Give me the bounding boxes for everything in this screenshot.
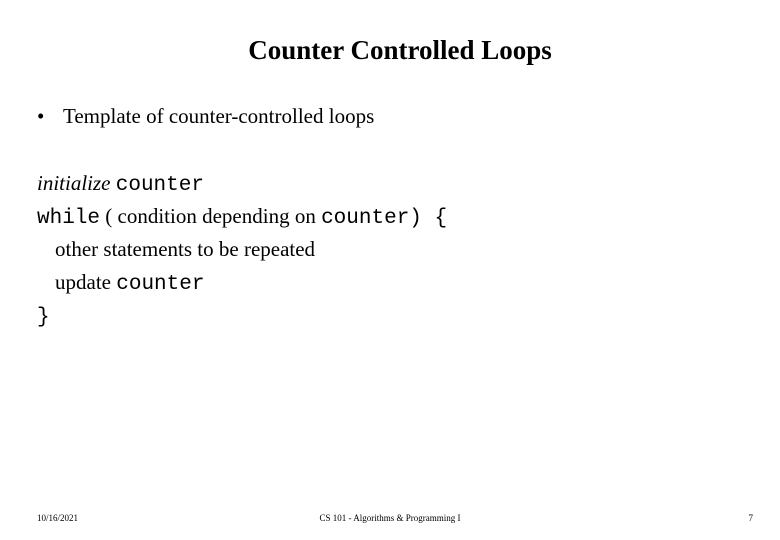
condition-text: condition depending on [117, 204, 322, 228]
code-line-statements [37, 234, 447, 267]
counter-identifier: counter [116, 273, 205, 296]
slide-title: Counter Controlled Loops [248, 35, 552, 65]
code-line-initialize [37, 168, 447, 201]
bullet-marker: • [37, 104, 45, 128]
footer-page-number: 7 [748, 513, 753, 523]
update-word: update [55, 270, 117, 294]
code-line-close [37, 300, 447, 333]
code-line-update [37, 267, 447, 300]
counter-identifier: counter [115, 174, 204, 197]
statements-text: other statements to be repeated [55, 237, 316, 261]
close-paren-brace: ) { [409, 207, 448, 230]
footer-date: 10/16/2021 [37, 513, 79, 523]
open-paren: ( [100, 204, 118, 228]
footer-course: CS 101 - Algorithms & Programming I [319, 513, 461, 523]
initialize-word: initialize [37, 171, 111, 195]
while-keyword: while [37, 207, 101, 230]
code-line-while [37, 201, 447, 234]
code-template [37, 168, 447, 333]
closing-brace: } [37, 306, 50, 329]
counter-identifier: counter [321, 207, 410, 230]
bullet-text: Template of counter-controlled loops [63, 104, 375, 128]
bullet-item [37, 101, 374, 131]
